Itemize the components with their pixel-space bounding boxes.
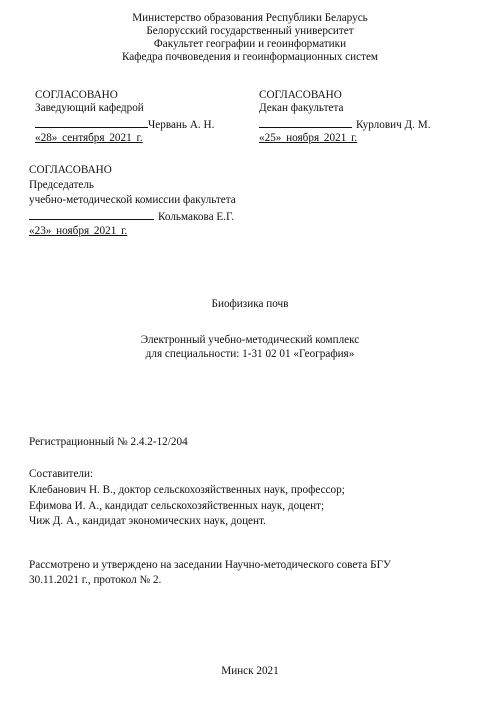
department-line: Кафедра почвоведения и геоинформационных систем bbox=[121, 51, 379, 63]
signature-blank bbox=[29, 209, 154, 220]
authors-heading: Составители: bbox=[29, 468, 94, 480]
approval-date: «23» ноября 2021 г. bbox=[29, 225, 128, 237]
complex-type: Электронный учебно-методический комплекс bbox=[140, 334, 360, 346]
university-line: Белорусский государственный университет bbox=[146, 25, 354, 37]
approval-heading: СОГЛАСОВАНО bbox=[35, 89, 118, 101]
author-item: Чиж Д. А., кандидат экономических наук, доцент. bbox=[29, 515, 266, 527]
approval-position-detail: учебно-методической комиссии факультета bbox=[29, 194, 236, 206]
signature-blank bbox=[35, 117, 148, 128]
ministry-line: Министерство образования Республики Беларусь bbox=[132, 12, 368, 24]
registration-number: Регистрационный № 2.4.2-12/204 bbox=[29, 436, 188, 448]
author-item: Клебанович Н. В., доктор сельскохозяйственных наук, профессор; bbox=[29, 484, 345, 496]
city-year: Минск 2021 bbox=[221, 665, 279, 677]
approval-date: «28» сентября 2021 г. bbox=[35, 132, 143, 144]
faculty-line: Факультет географии и геоинформатики bbox=[153, 38, 347, 50]
signature-line bbox=[259, 117, 431, 133]
approval-position: Председатель bbox=[29, 179, 95, 191]
approval-heading: СОГЛАСОВАНО bbox=[29, 164, 112, 176]
signature-line bbox=[29, 209, 234, 225]
signature-blank bbox=[259, 117, 352, 128]
approver-name: Червань А. Н. bbox=[148, 119, 215, 131]
approval-heading: СОГЛАСОВАНО bbox=[259, 89, 342, 101]
approval-note-line: Рассмотрено и утверждено на заседании Научно-методического совета БГУ bbox=[29, 559, 391, 571]
signature-line bbox=[35, 117, 214, 133]
author-item: Ефимова И. А., кандидат сельскохозяйственных наук, доцент; bbox=[29, 500, 325, 512]
approval-position: Заведующий кафедрой bbox=[35, 102, 144, 114]
approval-position: Декан факультета bbox=[259, 102, 344, 114]
approval-date: «25» ноября 2021 г. bbox=[259, 132, 358, 144]
discipline-title: Биофизика почв bbox=[211, 298, 289, 310]
approver-name: Кольмакова Е.Г. bbox=[158, 211, 234, 223]
approval-note-protocol: 30.11.2021 г., протокол № 2. bbox=[29, 574, 162, 586]
approver-name: Курлович Д. М. bbox=[356, 119, 431, 131]
specialty: для специальности: 1-31 02 01 «География» bbox=[145, 348, 355, 360]
